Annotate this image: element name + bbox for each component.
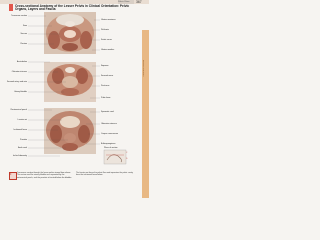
label-left-5: Acetabulum bbox=[17, 61, 27, 63]
label-left-8: Urinary bladder bbox=[14, 91, 27, 93]
inset-label: Plane of section bbox=[104, 147, 118, 149]
section-label: Pelvic Floor bbox=[118, 1, 130, 3]
label-left-4: Rectum bbox=[20, 43, 27, 45]
label-left-9: Rectovesical pouch bbox=[10, 109, 27, 111]
label-right-9: Spermatic cord bbox=[101, 111, 114, 113]
label-left-1: Transverse section bbox=[11, 15, 27, 17]
upper-section-figure bbox=[44, 12, 96, 54]
label-right-2: Piriformis bbox=[101, 29, 109, 31]
label-right-4: Gluteus medius bbox=[101, 49, 115, 51]
label-left-7: Femoral artery and vein bbox=[7, 81, 27, 83]
label-left-2: Ilium bbox=[23, 25, 27, 27]
caption-number: C bbox=[9, 173, 12, 176]
inset-marker-d: D bbox=[126, 158, 128, 160]
lower-section-figure bbox=[44, 108, 96, 154]
inset-figure bbox=[104, 150, 126, 164]
label-left-13: Anal canal bbox=[18, 147, 27, 149]
page-number: 367 bbox=[136, 0, 142, 4]
label-right-1: Gluteus maximus bbox=[101, 19, 116, 21]
page bbox=[0, 0, 149, 198]
label-right-12: Bulbospongiosus bbox=[101, 143, 116, 145]
inset-marker-c: C bbox=[126, 152, 128, 154]
caption-text-left: Transverse section through the lesser pelvis viewed from above. The rectum and the urinary bladder are separated by the rectovesical pouch, and the prostate is located below the bladder. bbox=[17, 172, 72, 179]
label-right-10: Obturator externus bbox=[101, 123, 117, 125]
label-left-6: Obturator internus bbox=[11, 71, 27, 73]
chapter-sidebar bbox=[142, 30, 149, 198]
caption-text-right: The levator ani forms the pelvic floor and separates the pelvic cavity from the ischioanal fossa below. bbox=[76, 172, 133, 177]
label-left-11: Ischioanal fossa bbox=[13, 129, 27, 131]
label-left-3: Sacrum bbox=[20, 33, 27, 35]
label-right-3: Sciatic nerve bbox=[101, 39, 112, 41]
label-right-6: Femoral nerve bbox=[101, 75, 114, 77]
chapter-sidebar-text: Pelvis and Perineum bbox=[143, 60, 145, 77]
label-right-11: Corpus cavernosum bbox=[101, 133, 118, 135]
label-right-7: Pectineus bbox=[101, 85, 110, 87]
figure-title: Cross-sectional Anatomy of the Lesser Pelvis in Clinical Orientation: Pelvic Organs, Layers and Fascia bbox=[15, 3, 130, 12]
anatomy-illustration bbox=[0, 0, 149, 198]
label-left-12: Prostate bbox=[19, 139, 27, 141]
label-left-14: Ischial tuberosity bbox=[12, 155, 27, 157]
label-right-8: Pubic bone bbox=[101, 97, 111, 99]
label-left-10: Levator ani bbox=[17, 119, 27, 121]
label-right-5: Iliopsoas bbox=[101, 65, 109, 67]
